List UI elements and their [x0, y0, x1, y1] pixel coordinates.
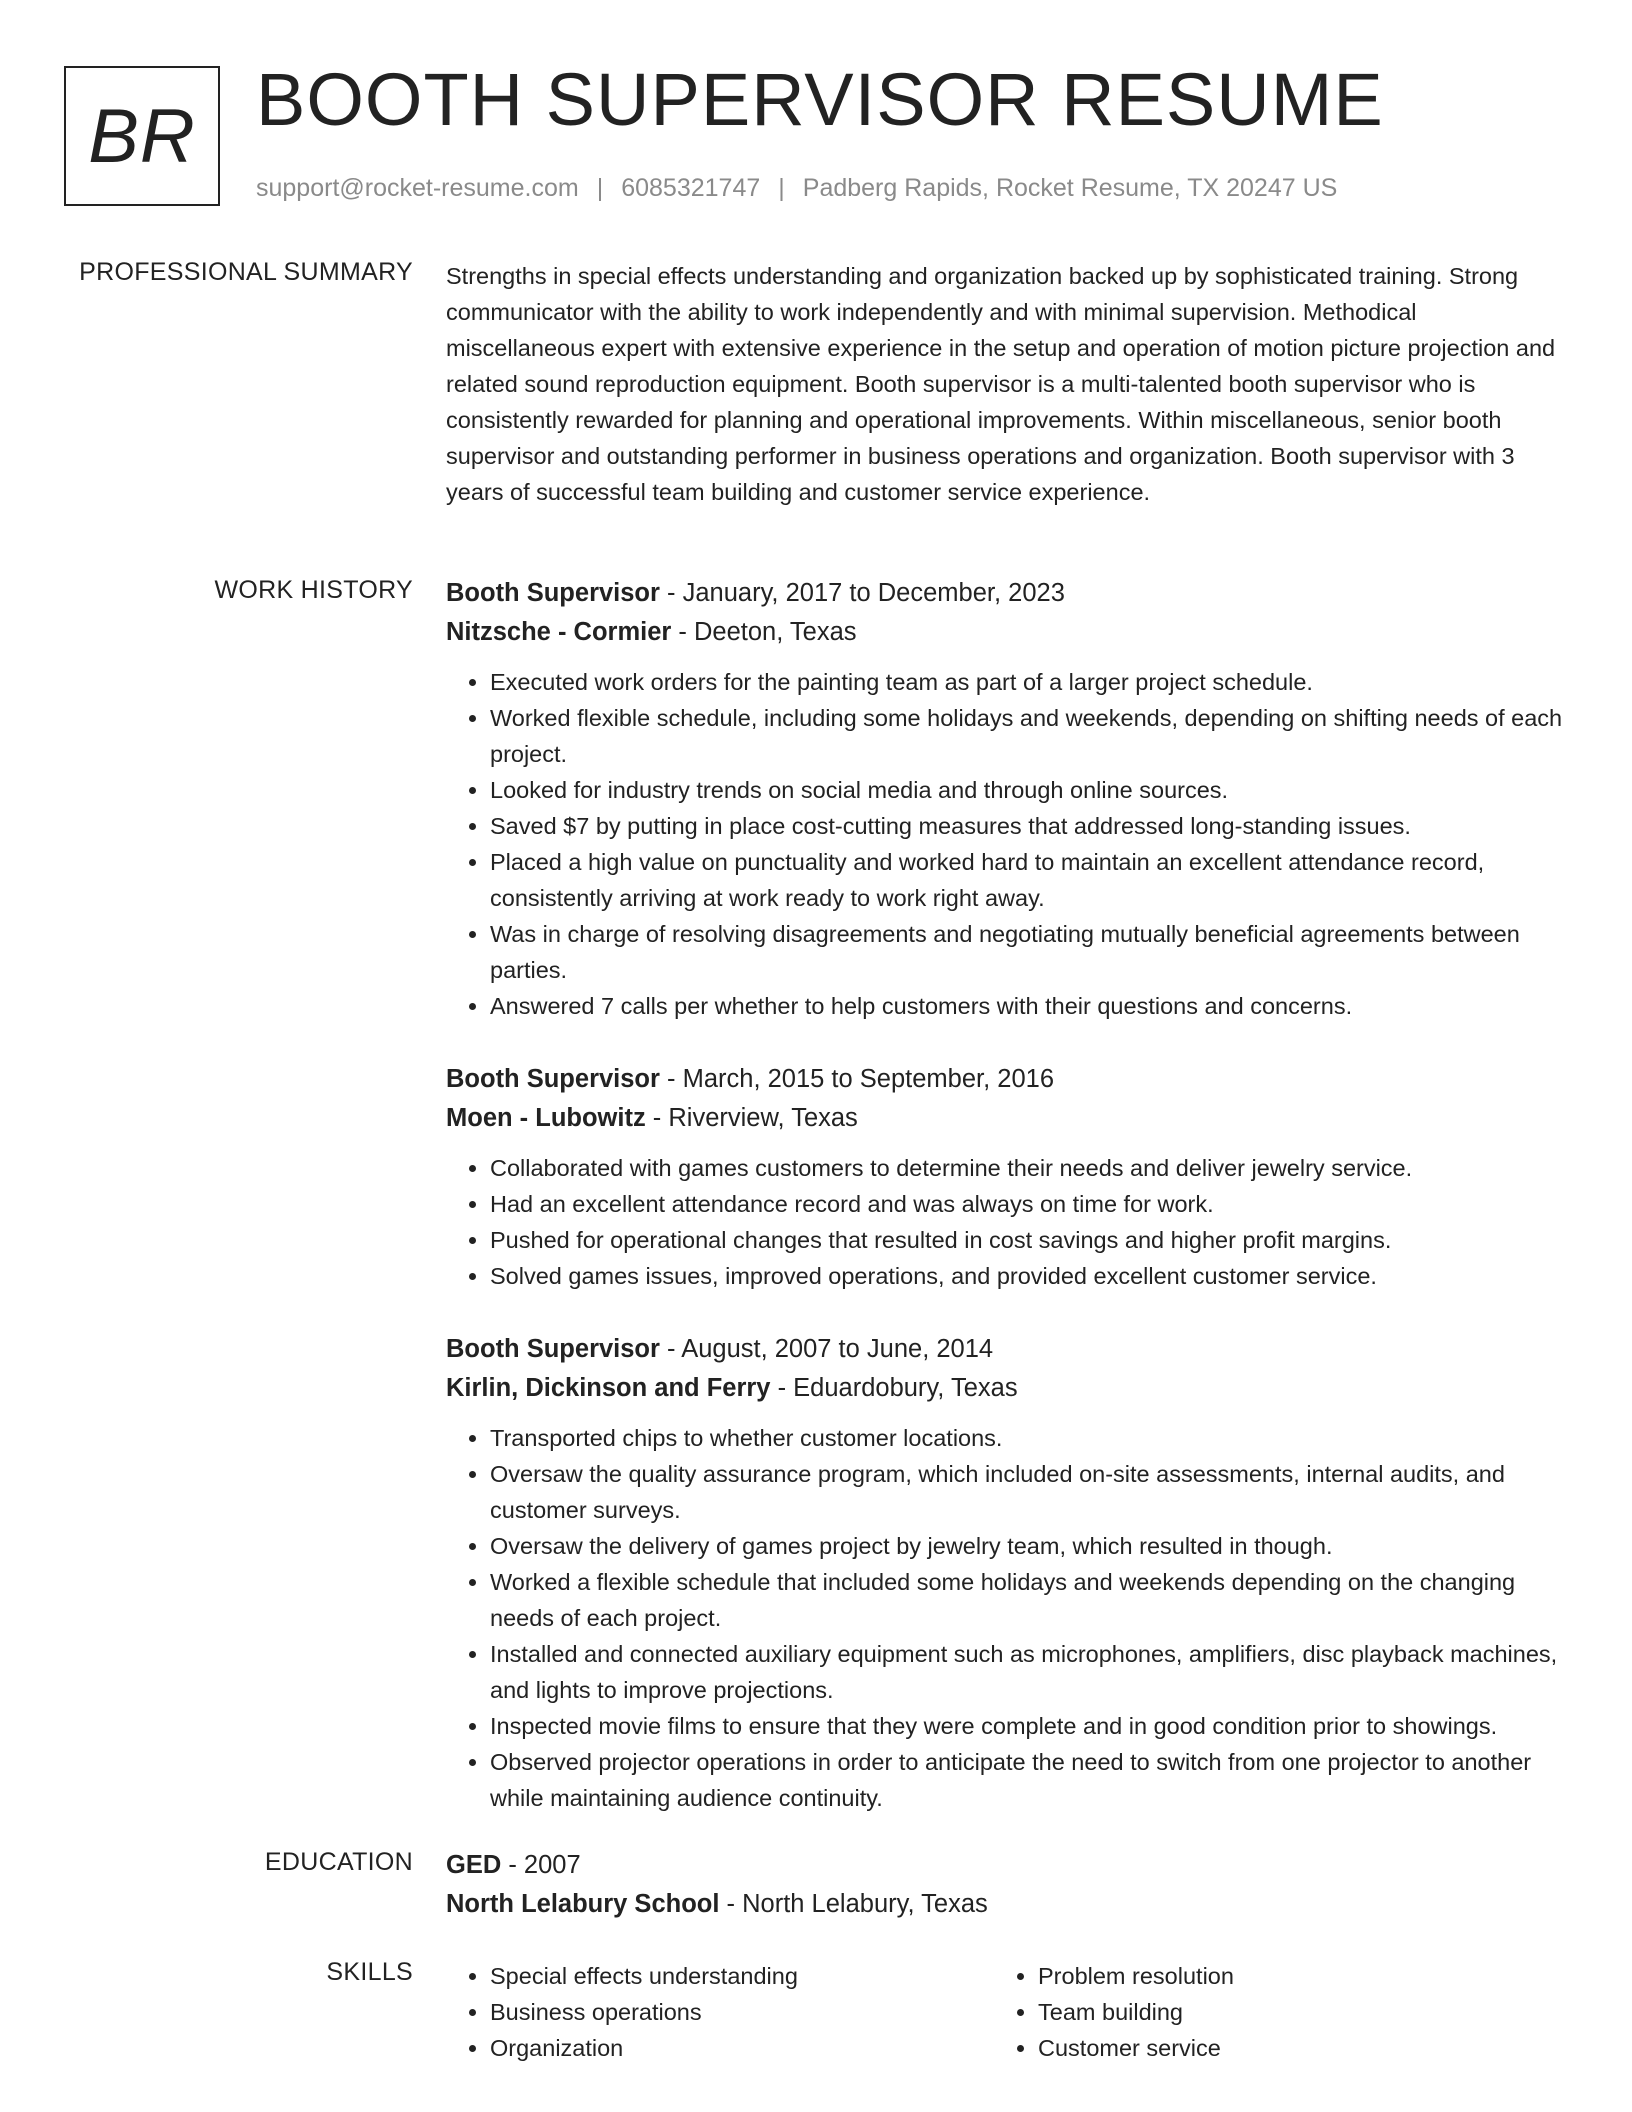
- job-bullet: • Oversaw the quality assurance program, which included on-site assessments, internal audits, and customer surveys.: [490, 1456, 1566, 1528]
- job-location: - Deeton, Texas: [671, 618, 857, 646]
- job-title: Booth Supervisor: [446, 579, 660, 607]
- job-dates: - January, 2017 to December, 2023: [659, 579, 1065, 607]
- job-bullet: • Had an excellent attendance record and was always on time for work.: [490, 1186, 1566, 1222]
- job-company-line: [446, 1099, 1566, 1138]
- job-bullet: • Was in charge of resolving disagreements and negotiating mutually beneficial agreements between parties.: [490, 916, 1566, 988]
- work-history-label: WORK HISTORY: [214, 576, 413, 604]
- job-bullets: [446, 664, 1566, 1024]
- summary-body: [446, 258, 1566, 510]
- education-body: [446, 1846, 1566, 1924]
- education-label: EDUCATION: [264, 1848, 413, 1876]
- skill-item: • Team building: [1038, 1994, 1542, 2030]
- job-dates: - August, 2007 to June, 2014: [659, 1335, 994, 1363]
- education-school-line: [446, 1885, 1566, 1924]
- job-location: - Eduardobury, Texas: [770, 1374, 1018, 1402]
- job-entry: [446, 1060, 1566, 1294]
- skill-item: • Problem resolution: [1038, 1958, 1542, 1994]
- job-bullet: • Collaborated with games customers to determine their needs and deliver jewelry service.: [490, 1150, 1566, 1186]
- job-company: Moen - Lubowitz: [446, 1104, 646, 1132]
- contact-phone: 6085321747: [621, 174, 761, 202]
- work-history-body: [446, 574, 1566, 1852]
- job-bullets: [446, 1420, 1566, 1816]
- contact-separator: |: [596, 174, 604, 202]
- job-bullet: • Looked for industry trends on social media and through online sources.: [490, 772, 1566, 808]
- job-bullet: • Installed and connected auxiliary equipment such as microphones, amplifiers, disc playback machines, and lights to improve projections.: [490, 1636, 1566, 1708]
- job-company-line: [446, 1369, 1566, 1408]
- monogram-logo: BR: [64, 66, 220, 206]
- education-school: North Lelabury School: [446, 1890, 720, 1918]
- job-title-line: [446, 1330, 1566, 1369]
- job-bullet: • Executed work orders for the painting team as part of a larger project schedule.: [490, 664, 1566, 700]
- education-degree: GED: [446, 1851, 502, 1879]
- job-bullet: • Inspected movie films to ensure that they were complete and in good condition prior to showings.: [490, 1708, 1566, 1744]
- contact-separator: |: [778, 174, 785, 202]
- skills-column-left: [446, 1958, 994, 2066]
- skills-label: SKILLS: [326, 1958, 413, 1986]
- job-title: Booth Supervisor: [446, 1335, 660, 1363]
- job-company: Nitzsche - Cormier: [446, 618, 672, 646]
- skills-column-right: [994, 1958, 1542, 2066]
- job-bullet: • Placed a high value on punctuality and worked hard to maintain an excellent attendance record, consistently arriving at work ready to work right away.: [490, 844, 1566, 916]
- job-bullet: • Saved $7 by putting in place cost-cutting measures that addressed long-standing issues.: [490, 808, 1566, 844]
- job-bullet: • Worked flexible schedule, including some holidays and weekends, depending on shifting needs of each project.: [490, 700, 1566, 772]
- job-bullet: • Observed projector operations in order to anticipate the need to switch from one projector to another while maintaining audience continuity.: [490, 1744, 1566, 1816]
- contact-line: [256, 174, 1337, 203]
- job-bullet: • Pushed for operational changes that resulted in cost savings and higher profit margins.: [490, 1222, 1566, 1258]
- education-location: - North Lelabury, Texas: [719, 1890, 988, 1918]
- job-dates: - March, 2015 to September, 2016: [659, 1065, 1055, 1093]
- contact-email: support@rocket-resume.com: [256, 174, 579, 202]
- job-entry: [446, 1330, 1566, 1816]
- job-company: Kirlin, Dickinson and Ferry: [446, 1374, 771, 1402]
- skills-body: [446, 1958, 1566, 2066]
- contact-address: Padberg Rapids, Rocket Resume, TX 20247 US: [802, 174, 1338, 202]
- skill-item: • Customer service: [1038, 2030, 1542, 2066]
- skill-item: • Business operations: [490, 1994, 994, 2030]
- education-year: - 2007: [501, 1851, 581, 1879]
- job-title: Booth Supervisor: [446, 1065, 660, 1093]
- skills-grid: [446, 1958, 1566, 2066]
- summary-label: PROFESSIONAL SUMMARY: [79, 258, 413, 286]
- skill-item: • Special effects understanding: [490, 1958, 994, 1994]
- skill-item: • Organization: [490, 2030, 994, 2066]
- job-location: - Riverview, Texas: [645, 1104, 858, 1132]
- job-bullet: • Solved games issues, improved operations, and provided excellent customer service.: [490, 1258, 1566, 1294]
- job-title-line: [446, 1060, 1566, 1099]
- job-bullets: [446, 1150, 1566, 1294]
- job-bullet: • Worked a flexible schedule that included some holidays and weekends depending on the changing needs of each project.: [490, 1564, 1566, 1636]
- job-bullet: • Answered 7 calls per whether to help customers with their questions and concerns.: [490, 988, 1566, 1024]
- job-company-line: [446, 613, 1566, 652]
- job-bullet: • Oversaw the delivery of games project by jewelry team, which resulted in though.: [490, 1528, 1566, 1564]
- summary-text: Strengths in special effects understanding and organization backed up by sophisticated training. Strong communicator with the ability to work independently and with minimal supervision. Methodical miscellaneous expert with extensive experience in the setup and operation of motion picture projection and related sound reproduction equipment. Booth supervisor is a multi-talented booth supervisor who is consistently rewarded for planning and operational improvements. Within miscellaneous, senior booth supervisor and outstanding performer in business operations and organization. Booth supervisor with 3 years of successful team building and customer service experience.: [446, 263, 1556, 505]
- job-entry: [446, 574, 1566, 1024]
- resume-title: BOOTH SUPERVISOR RESUME: [256, 58, 1384, 141]
- job-title-line: [446, 574, 1566, 613]
- job-bullet: • Transported chips to whether customer locations.: [490, 1420, 1566, 1456]
- education-degree-line: [446, 1846, 1566, 1885]
